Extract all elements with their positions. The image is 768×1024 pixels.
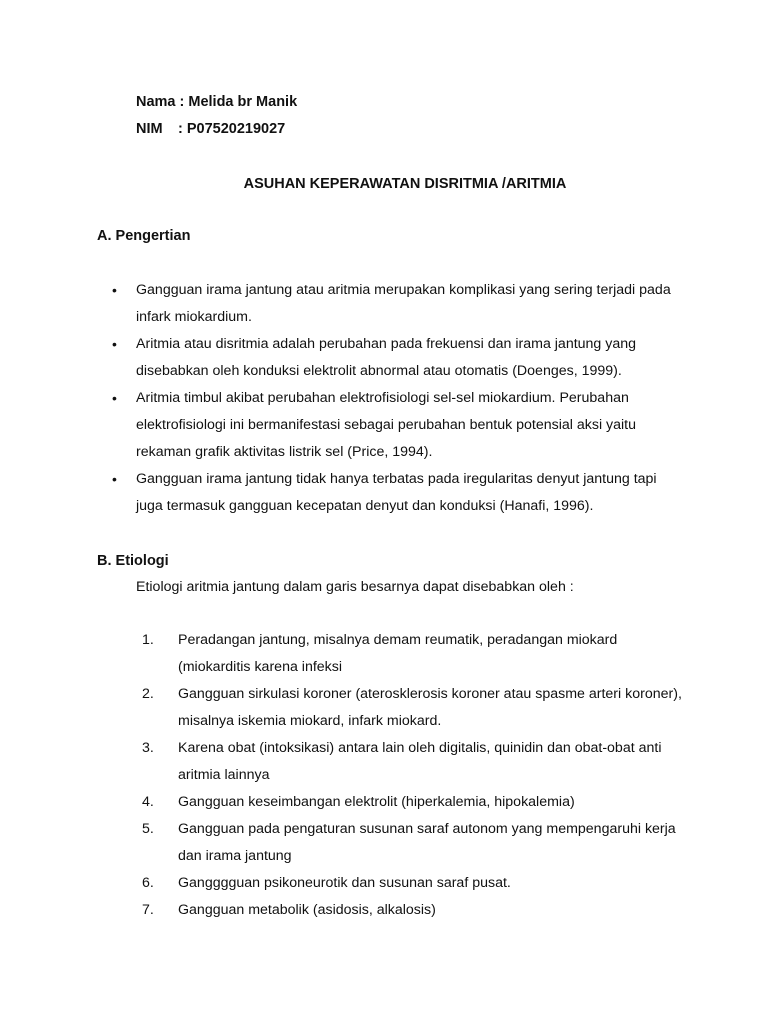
nim-value: : P07520219027 xyxy=(178,121,286,137)
list-number: 7. xyxy=(142,902,154,918)
list-item-text: Peradangan jantung, misalnya demam reumatik, peradangan miokard (miokarditis karena infeksi xyxy=(178,632,618,675)
bullet-icon: • xyxy=(112,390,117,406)
list-item-text: Gangguan metabolik (asidosis, alkalosis) xyxy=(178,902,436,918)
bullet-icon: • xyxy=(112,336,117,352)
list-number: 1. xyxy=(142,632,154,648)
list-item xyxy=(0,385,680,466)
list-item-text: Gangggguan psikoneurotik dan susunan saraf pusat. xyxy=(178,875,511,891)
list-item-text: Karena obat (intoksikasi) antara lain oleh digitalis, quinidin dan obat-obat anti aritmia lainnya xyxy=(178,740,662,783)
etiologi-list xyxy=(0,627,768,924)
list-item-text: Gangguan irama jantung atau aritmia merupakan komplikasi yang sering terjadi pada infark miokardium. xyxy=(136,282,671,325)
section-b-heading: B. Etiologi xyxy=(97,553,169,569)
list-item-text: Gangguan irama jantung tidak hanya terbatas pada iregularitas denyut jantung tapi juga termasuk gangguan kecepatan denyut dan konduksi (Hanafi, 1996). xyxy=(136,471,657,514)
etiologi-intro: Etiologi aritmia jantung dalam garis besarnya dapat disebabkan oleh : xyxy=(136,579,574,595)
list-number: 5. xyxy=(142,821,154,837)
list-number: 2. xyxy=(142,686,154,702)
list-item-text: Gangguan sirkulasi koroner (aterosklerosis koroner atau spasme arteri koroner), misalnya iskemia miokard, infark miokard. xyxy=(178,686,682,729)
list-item xyxy=(0,627,690,681)
list-number: 6. xyxy=(142,875,154,891)
list-item xyxy=(0,331,680,385)
list-item xyxy=(0,735,690,789)
list-number: 4. xyxy=(142,794,154,810)
list-item-text: Gangguan pada pengaturan susunan saraf autonom yang mempengaruhi kerja dan irama jantung xyxy=(178,821,676,864)
bullet-icon: • xyxy=(112,471,117,487)
document-title: ASUHAN KEPERAWATAN DISRITMIA /ARITMIA xyxy=(243,176,567,192)
nim-label: NIM xyxy=(136,121,163,137)
section-a-heading: A. Pengertian xyxy=(97,228,191,244)
list-item xyxy=(0,870,690,897)
list-item xyxy=(0,789,690,816)
list-item xyxy=(0,681,690,735)
list-item xyxy=(0,466,680,520)
list-item-text: Aritmia atau disritmia adalah perubahan pada frekuensi dan irama jantung yang disebabkan oleh konduksi elektrolit abnormal atau otomatis (Doenges, 1999). xyxy=(136,336,637,379)
student-nim xyxy=(136,119,285,139)
list-item xyxy=(0,897,690,924)
list-item xyxy=(0,816,690,870)
list-item-text: Aritmia timbul akibat perubahan elektrofisiologi sel-sel miokardium. Perubahan elektrofisiologi ini bermanifestasi sebagai perubahan bentuk potensial aksi yaitu rekaman grafik aktivitas listrik sel (Price, 1994). xyxy=(136,390,637,460)
bullet-icon: • xyxy=(112,282,117,298)
student-name-text: Nama : Melida br Manik xyxy=(136,94,298,110)
list-item xyxy=(0,277,680,331)
list-item-text: Gangguan keseimbangan elektrolit (hiperkalemia, hipokalemia) xyxy=(178,794,575,810)
student-name xyxy=(136,92,297,112)
list-number: 3. xyxy=(142,740,154,756)
pengertian-list xyxy=(0,277,768,520)
